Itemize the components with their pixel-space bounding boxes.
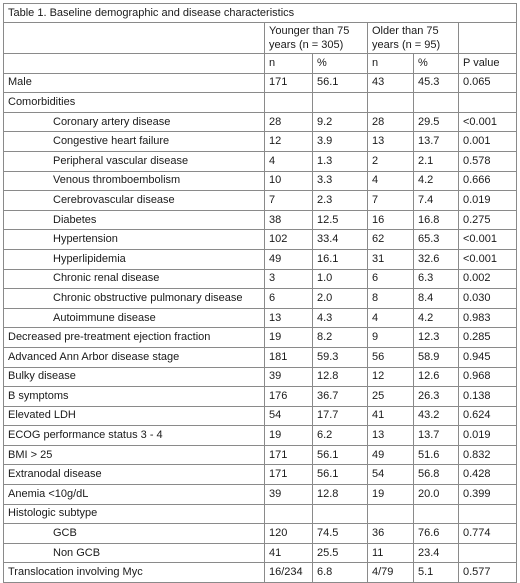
cell-n-younger: 120 — [265, 524, 313, 544]
cell-n-younger: 19 — [265, 328, 313, 348]
table-row — [4, 485, 517, 505]
cell-pct-older: 16.8 — [414, 210, 459, 230]
row-label: Non GCB — [4, 543, 265, 563]
col-header-pvalue: P value — [459, 54, 517, 74]
cell-pct-older — [414, 93, 459, 113]
cell-pct-younger: 17.7 — [313, 406, 368, 426]
cell-n-older: 12 — [368, 367, 414, 387]
cell-pvalue: 0.019 — [459, 426, 517, 446]
cell-n-older: 4/79 — [368, 563, 414, 583]
table-row — [4, 191, 517, 211]
cell-pvalue — [459, 93, 517, 113]
cell-pvalue: 0.019 — [459, 191, 517, 211]
cell-n-younger — [265, 93, 313, 113]
row-label: B symptoms — [4, 387, 265, 407]
table-row — [4, 328, 517, 348]
section-header-row — [4, 504, 517, 524]
cell-n-older: 28 — [368, 112, 414, 132]
row-label: Diabetes — [4, 210, 265, 230]
cell-pvalue: 0.578 — [459, 151, 517, 171]
row-label: Histologic subtype — [4, 504, 265, 524]
group-header-row — [4, 23, 517, 54]
column-header-row — [4, 54, 517, 74]
table-container — [3, 3, 517, 583]
cell-pvalue: 0.968 — [459, 367, 517, 387]
cell-n-younger: 28 — [265, 112, 313, 132]
cell-pct-younger: 12.8 — [313, 485, 368, 505]
cell-pvalue — [459, 543, 517, 563]
table-row — [4, 230, 517, 250]
table-row — [4, 543, 517, 563]
cell-pct-older — [414, 504, 459, 524]
cell-pct-younger: 1.0 — [313, 269, 368, 289]
cell-n-older: 2 — [368, 151, 414, 171]
cell-pct-older: 32.6 — [414, 249, 459, 269]
cell-pct-younger: 8.2 — [313, 328, 368, 348]
section-header-row — [4, 93, 517, 113]
cell-pct-younger: 33.4 — [313, 230, 368, 250]
cell-pvalue: <0.001 — [459, 230, 517, 250]
cell-n-younger: 176 — [265, 387, 313, 407]
cell-pct-younger: 59.3 — [313, 347, 368, 367]
cell-pct-younger: 25.5 — [313, 543, 368, 563]
cell-pct-older: 7.4 — [414, 191, 459, 211]
group-younger-header: Younger than 75 years (n = 305) — [265, 23, 368, 54]
cell-pvalue: 0.275 — [459, 210, 517, 230]
cell-pct-younger: 2.0 — [313, 289, 368, 309]
cell-n-younger: 102 — [265, 230, 313, 250]
col-header-n-older: n — [368, 54, 414, 74]
cell-pvalue: 0.002 — [459, 269, 517, 289]
cell-pct-older: 5.1 — [414, 563, 459, 583]
cell-n-older: 62 — [368, 230, 414, 250]
cell-n-younger: 10 — [265, 171, 313, 191]
row-label: Elevated LDH — [4, 406, 265, 426]
cell-n-younger: 181 — [265, 347, 313, 367]
cell-pct-younger: 4.3 — [313, 308, 368, 328]
cell-n-older: 16 — [368, 210, 414, 230]
cell-pct-older: 4.2 — [414, 171, 459, 191]
cell-n-younger: 39 — [265, 367, 313, 387]
row-label: Congestive heart failure — [4, 132, 265, 152]
cell-n-older: 9 — [368, 328, 414, 348]
cell-pvalue: <0.001 — [459, 112, 517, 132]
cell-n-older: 8 — [368, 289, 414, 309]
baseline-characteristics-table — [3, 3, 517, 583]
row-label: Peripheral vascular disease — [4, 151, 265, 171]
cell-pct-younger: 12.8 — [313, 367, 368, 387]
cell-pct-older: 65.3 — [414, 230, 459, 250]
cell-pct-older: 45.3 — [414, 73, 459, 93]
table-row — [4, 269, 517, 289]
empty-label-header-cell — [4, 54, 265, 74]
cell-pct-younger: 16.1 — [313, 249, 368, 269]
cell-pct-older: 29.5 — [414, 112, 459, 132]
row-label: Autoimmune disease — [4, 308, 265, 328]
cell-n-older — [368, 93, 414, 113]
cell-pct-older: 23.4 — [414, 543, 459, 563]
table-row — [4, 289, 517, 309]
cell-n-younger: 41 — [265, 543, 313, 563]
row-label: Venous thromboembolism — [4, 171, 265, 191]
table-row — [4, 73, 517, 93]
table-row — [4, 249, 517, 269]
cell-pct-older: 56.8 — [414, 465, 459, 485]
cell-pct-younger: 1.3 — [313, 151, 368, 171]
table-title: Table 1. Baseline demographic and disease characteristics — [4, 4, 517, 23]
col-header-pct-younger: % — [313, 54, 368, 74]
cell-pvalue: 0.624 — [459, 406, 517, 426]
empty-corner-cell — [4, 23, 265, 54]
row-label: Comorbidities — [4, 93, 265, 113]
cell-pct-younger: 3.3 — [313, 171, 368, 191]
table-row — [4, 387, 517, 407]
cell-n-older: 13 — [368, 132, 414, 152]
cell-pvalue: 0.577 — [459, 563, 517, 583]
cell-n-younger: 171 — [265, 465, 313, 485]
cell-pct-older: 58.9 — [414, 347, 459, 367]
cell-n-younger: 38 — [265, 210, 313, 230]
cell-pct-older: 8.4 — [414, 289, 459, 309]
table-row — [4, 367, 517, 387]
cell-pct-younger: 6.2 — [313, 426, 368, 446]
cell-pct-younger: 56.1 — [313, 73, 368, 93]
cell-pct-older: 6.3 — [414, 269, 459, 289]
cell-n-younger: 19 — [265, 426, 313, 446]
cell-n-older: 6 — [368, 269, 414, 289]
cell-n-older: 4 — [368, 308, 414, 328]
cell-n-younger: 171 — [265, 73, 313, 93]
cell-n-older: 49 — [368, 445, 414, 465]
row-label: GCB — [4, 524, 265, 544]
col-header-n-younger: n — [265, 54, 313, 74]
cell-pct-older: 76.6 — [414, 524, 459, 544]
cell-pct-older: 43.2 — [414, 406, 459, 426]
table-row — [4, 151, 517, 171]
cell-pct-older: 4.2 — [414, 308, 459, 328]
row-label: Male — [4, 73, 265, 93]
row-label: Hyperlipidemia — [4, 249, 265, 269]
cell-n-older: 19 — [368, 485, 414, 505]
cell-n-younger: 4 — [265, 151, 313, 171]
cell-pct-younger: 56.1 — [313, 445, 368, 465]
row-label: Hypertension — [4, 230, 265, 250]
cell-pvalue — [459, 504, 517, 524]
cell-pvalue: 0.138 — [459, 387, 517, 407]
cell-pct-younger: 6.8 — [313, 563, 368, 583]
cell-n-younger: 6 — [265, 289, 313, 309]
cell-pvalue: 0.065 — [459, 73, 517, 93]
cell-pct-younger: 56.1 — [313, 465, 368, 485]
cell-pvalue: 0.666 — [459, 171, 517, 191]
cell-n-younger: 49 — [265, 249, 313, 269]
cell-n-younger — [265, 504, 313, 524]
row-label: ECOG performance status 3 - 4 — [4, 426, 265, 446]
cell-pvalue: 0.285 — [459, 328, 517, 348]
group-older-header: Older than 75 years (n = 95) — [368, 23, 459, 54]
cell-pvalue: 0.001 — [459, 132, 517, 152]
table-row — [4, 210, 517, 230]
row-label: Extranodal disease — [4, 465, 265, 485]
cell-n-older — [368, 504, 414, 524]
cell-pvalue: 0.945 — [459, 347, 517, 367]
cell-pvalue: 0.983 — [459, 308, 517, 328]
table-row — [4, 524, 517, 544]
cell-pct-older: 13.7 — [414, 132, 459, 152]
table-row — [4, 347, 517, 367]
cell-pct-younger — [313, 504, 368, 524]
empty-pvalue-group-cell — [459, 23, 517, 54]
table-row — [4, 406, 517, 426]
cell-pvalue: 0.030 — [459, 289, 517, 309]
cell-n-younger: 12 — [265, 132, 313, 152]
cell-n-older: 31 — [368, 249, 414, 269]
cell-n-older: 41 — [368, 406, 414, 426]
cell-n-older: 56 — [368, 347, 414, 367]
cell-pct-older: 51.6 — [414, 445, 459, 465]
table-row — [4, 426, 517, 446]
cell-pvalue: 0.399 — [459, 485, 517, 505]
row-label: Chronic renal disease — [4, 269, 265, 289]
cell-n-younger: 54 — [265, 406, 313, 426]
cell-pct-younger: 2.3 — [313, 191, 368, 211]
cell-n-older: 4 — [368, 171, 414, 191]
cell-pct-older: 2.1 — [414, 151, 459, 171]
cell-pvalue: <0.001 — [459, 249, 517, 269]
row-label: Translocation involving Myc — [4, 563, 265, 583]
col-header-pct-older: % — [414, 54, 459, 74]
cell-n-older: 13 — [368, 426, 414, 446]
cell-n-older: 7 — [368, 191, 414, 211]
cell-pct-older: 12.3 — [414, 328, 459, 348]
cell-pct-younger: 12.5 — [313, 210, 368, 230]
row-label: Cerebrovascular disease — [4, 191, 265, 211]
cell-pct-younger — [313, 93, 368, 113]
cell-n-older: 36 — [368, 524, 414, 544]
cell-pvalue: 0.428 — [459, 465, 517, 485]
cell-n-older: 43 — [368, 73, 414, 93]
cell-pct-younger: 3.9 — [313, 132, 368, 152]
row-label: Bulky disease — [4, 367, 265, 387]
cell-n-younger: 13 — [265, 308, 313, 328]
row-label: Coronary artery disease — [4, 112, 265, 132]
cell-n-younger: 16/234 — [265, 563, 313, 583]
cell-pct-older: 12.6 — [414, 367, 459, 387]
cell-n-younger: 3 — [265, 269, 313, 289]
cell-n-older: 25 — [368, 387, 414, 407]
table-row — [4, 445, 517, 465]
row-label: Chronic obstructive pulmonary disease — [4, 289, 265, 309]
cell-pct-younger: 9.2 — [313, 112, 368, 132]
cell-pct-younger: 74.5 — [313, 524, 368, 544]
table-row — [4, 308, 517, 328]
row-label: Anemia <10g/dL — [4, 485, 265, 505]
cell-n-older: 54 — [368, 465, 414, 485]
cell-n-younger: 39 — [265, 485, 313, 505]
cell-pct-younger: 36.7 — [313, 387, 368, 407]
table-row — [4, 132, 517, 152]
table-row — [4, 112, 517, 132]
table-row — [4, 563, 517, 583]
table-row — [4, 171, 517, 191]
cell-pvalue: 0.774 — [459, 524, 517, 544]
cell-n-younger: 171 — [265, 445, 313, 465]
table-row — [4, 465, 517, 485]
row-label: BMI > 25 — [4, 445, 265, 465]
row-label: Decreased pre-treatment ejection fraction — [4, 328, 265, 348]
cell-pct-older: 20.0 — [414, 485, 459, 505]
cell-n-older: 11 — [368, 543, 414, 563]
cell-pct-older: 26.3 — [414, 387, 459, 407]
cell-pvalue: 0.832 — [459, 445, 517, 465]
title-row — [4, 4, 517, 23]
cell-pct-older: 13.7 — [414, 426, 459, 446]
row-label: Advanced Ann Arbor disease stage — [4, 347, 265, 367]
cell-n-younger: 7 — [265, 191, 313, 211]
